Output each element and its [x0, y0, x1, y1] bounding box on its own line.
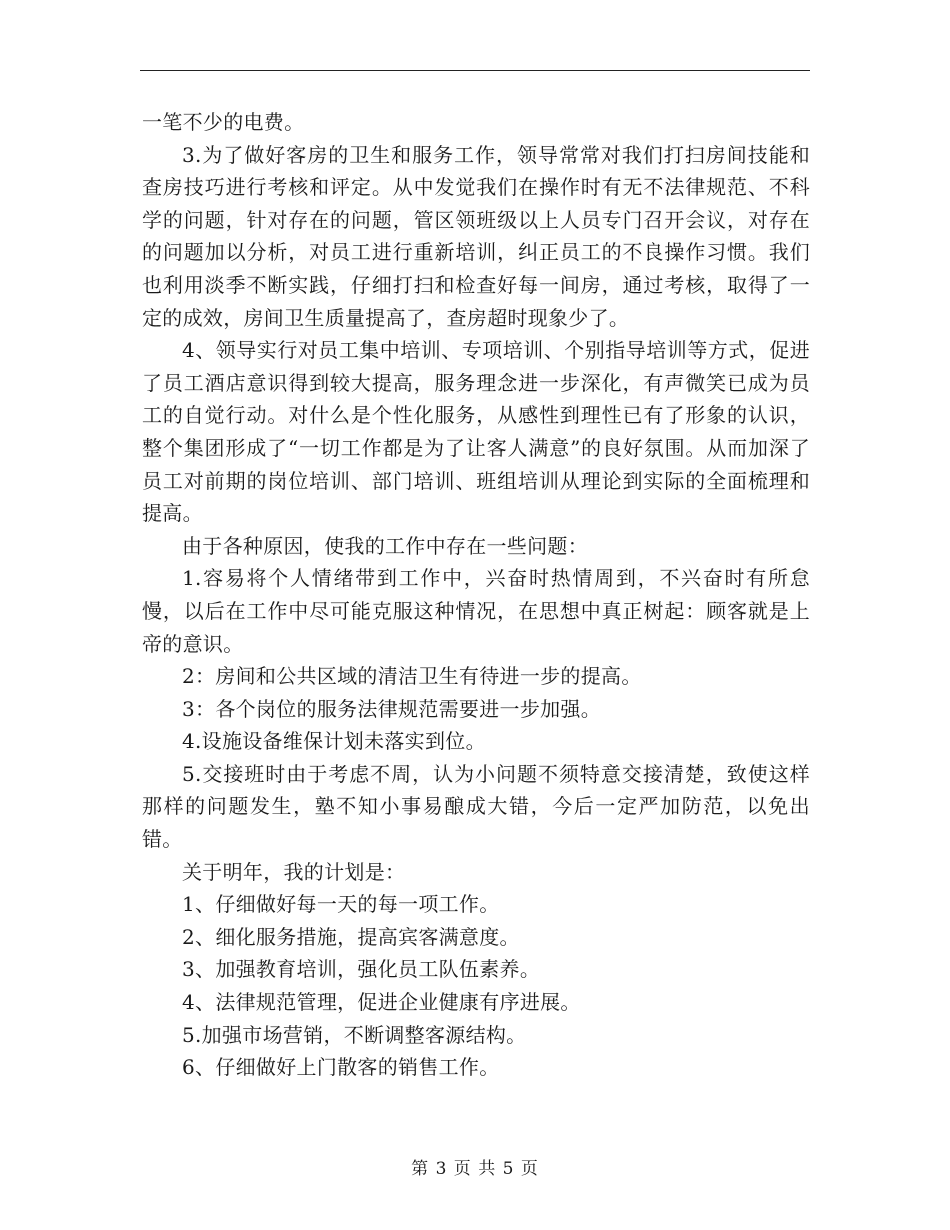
paragraph-item-4: 4、领导实行对员工集中培训、专项培训、个别指导培训等方式，促进了员工酒店意识得到较大提高，服务理念进一步深化，有声微笑已成为员工的自觉行动。对什么是个性化服务，从感性到理性已有了形象的认识，整个集团形成了“一切工作都是为了让客人满意”的良好氛围。从而加深了员工对前期的岗位培训、部门培训、班组培训从理论到实际的全面梳理和提高。 — [142, 338, 810, 526]
page-number-footer: 第 3 页 共 5 页 — [411, 1159, 539, 1179]
paragraph-plan-4: 4、法律规范管理，促进企业健康有序进展。 — [182, 990, 581, 1015]
paragraph-plan-5: 5.加强市场营销，不断调整客源结构。 — [182, 1022, 527, 1047]
paragraph-problems-intro: 由于各种原因，使我的工作中存在一些问题： — [182, 533, 588, 558]
paragraph-problem-5: 5.交接班时由于考虑不周，认为小问题不须特意交接清楚，致使这样那样的问题发生，塾不知小事易酿成大错，今后一定严加防范，以免出错。 — [142, 761, 810, 852]
paragraph-problem-2: 2：房间和公共区域的清洁卫生有待进一步的提高。 — [182, 664, 642, 689]
paragraph-problem-1: 1.容易将个人情绪带到工作中，兴奋时热情周到，不兴奋时有所怠慢，以后在工作中尽可能克服这种情况，在思想中真正树起：顾客就是上帝的意识。 — [142, 566, 810, 656]
header-rule — [140, 70, 810, 71]
paragraph-plan-2: 2、细化服务措施，提高宾客满意度。 — [182, 924, 520, 949]
document-body — [142, 106, 810, 1084]
paragraph-item-3: 3.为了做好客房的卫生和服务工作，领导常常对我们打扫房间技能和查房技巧进行考核和评定。从中发觉我们在操作时有无不法律规范、不科学的问题，针对存在的问题，管区领班级以上人员专门召开会议，对存在的问题加以分析，对员工进行重新培训，纠正员工的不良操作习惯。我们也利用淡季不断实践，仔细打扫和检查好每一间房，通过考核，取得了一定的成效，房间卫生质量提高了，查房超时现象少了。 — [142, 142, 810, 330]
paragraph-problem-3: 3：各个岗位的服务法律规范需要进一步加强。 — [182, 696, 602, 721]
paragraph-plan-3: 3、加强教育培训，强化员工队伍素养。 — [182, 957, 541, 982]
paragraph-problem-4: 4.设施设备维保计划未落实到位。 — [182, 729, 486, 754]
paragraph-plan-1: 1、仔细做好每一天的每一项工作。 — [182, 892, 500, 917]
paragraph-continuation: 一笔不少的电费。 — [142, 110, 305, 134]
paragraph-plan-intro: 关于明年，我的计划是： — [182, 859, 406, 884]
paragraph-plan-6: 6、仔细做好上门散客的销售工作。 — [182, 1055, 500, 1080]
